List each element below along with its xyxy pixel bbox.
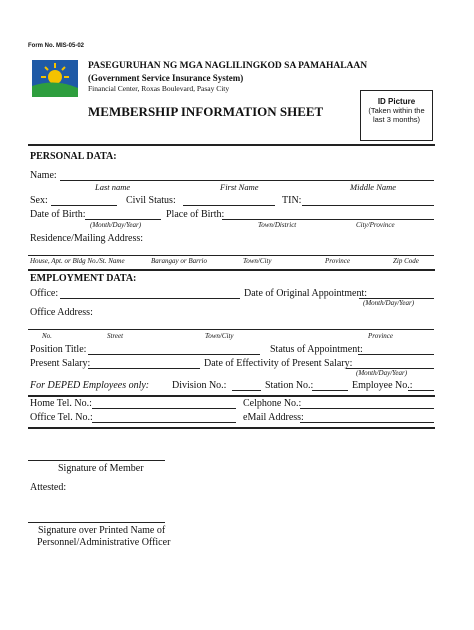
home-tel-label: Home Tel. No.: bbox=[30, 398, 92, 409]
id-picture-label: ID Picture bbox=[377, 97, 416, 106]
division-label: Division No.: bbox=[172, 380, 227, 391]
civil-status-field[interactable] bbox=[183, 205, 275, 206]
officer-signature-label-2: Personnel/Administrative Officer bbox=[37, 537, 171, 548]
residence-province-hint: Province bbox=[325, 257, 351, 265]
office-field[interactable] bbox=[60, 298, 240, 299]
sex-label: Sex: bbox=[30, 195, 48, 206]
gsis-logo bbox=[32, 60, 78, 97]
office-label: Office: bbox=[30, 288, 59, 299]
section-divider bbox=[28, 269, 435, 271]
middle-name-hint: Middle Name bbox=[350, 182, 397, 192]
status-label: Status of Appointment: bbox=[270, 344, 363, 355]
dob-hint: (Month/Day/Year) bbox=[90, 221, 142, 229]
position-label: Position Title: bbox=[30, 344, 87, 355]
agency-name: PASEGURUHAN NG MGA NAGLILINGKOD SA PAMAHALAAN bbox=[88, 61, 368, 71]
agency-english-name: (Government Service Insurance System) bbox=[88, 73, 244, 83]
officer-signature-line[interactable] bbox=[28, 522, 165, 523]
position-field[interactable] bbox=[88, 354, 260, 355]
id-picture-note-1: (Taken within the bbox=[368, 106, 425, 115]
id-picture-note-2: last 3 months) bbox=[372, 115, 421, 124]
deped-label: For DEPED Employees only: bbox=[30, 380, 150, 391]
salary-label: Present Salary: bbox=[30, 358, 91, 369]
office-address-field[interactable] bbox=[28, 329, 434, 330]
officer-signature-label-1: Signature over Printed Name of bbox=[38, 525, 166, 536]
email-label: eMail Address: bbox=[243, 412, 304, 423]
division-field[interactable] bbox=[232, 390, 261, 391]
form-number: Form No. MIS-05-02 bbox=[28, 43, 85, 49]
contact-divider bbox=[28, 395, 435, 397]
member-signature-label: Signature of Member bbox=[58, 463, 144, 474]
last-name-hint: Last name bbox=[95, 182, 131, 192]
civil-status-label: Civil Status: bbox=[126, 195, 176, 206]
tin-field[interactable] bbox=[302, 205, 434, 206]
dob-label: Date of Birth: bbox=[30, 209, 86, 220]
station-label: Station No.: bbox=[265, 380, 314, 391]
id-picture-box bbox=[360, 90, 433, 141]
employment-data-heading: EMPLOYMENT DATA: bbox=[30, 273, 137, 284]
home-tel-field[interactable] bbox=[92, 408, 236, 409]
cellphone-label: Celphone No.: bbox=[243, 398, 302, 409]
header-divider bbox=[28, 144, 435, 146]
name-field[interactable] bbox=[60, 180, 434, 181]
doa-hint: (Month/Day/Year) bbox=[363, 299, 415, 307]
effectivity-hint: (Month/Day/Year) bbox=[356, 369, 408, 377]
status-field[interactable] bbox=[358, 354, 434, 355]
residence-field[interactable] bbox=[28, 255, 434, 256]
residence-label: Residence/Mailing Address: bbox=[30, 233, 144, 244]
footer-divider bbox=[28, 427, 435, 429]
sex-field[interactable] bbox=[51, 205, 117, 206]
dob-field[interactable] bbox=[85, 219, 161, 220]
attested-label: Attested: bbox=[30, 482, 67, 493]
office-province-hint: Province bbox=[368, 332, 394, 340]
office-street-hint: Street bbox=[107, 332, 124, 340]
effectivity-label: Date of Effectivity of Present Salary: bbox=[204, 358, 353, 369]
salary-field[interactable] bbox=[88, 368, 200, 369]
page-title: MEMBERSHIP INFORMATION SHEET bbox=[88, 104, 324, 119]
tin-label: TIN: bbox=[282, 195, 302, 206]
office-tel-field[interactable] bbox=[92, 422, 236, 423]
station-field[interactable] bbox=[312, 390, 348, 391]
name-label: Name: bbox=[30, 170, 57, 181]
email-field[interactable] bbox=[300, 422, 434, 423]
personal-data-heading: PERSONAL DATA: bbox=[30, 151, 117, 162]
cellphone-field[interactable] bbox=[300, 408, 434, 409]
employee-no-field[interactable] bbox=[408, 390, 434, 391]
office-address-label: Office Address: bbox=[30, 307, 93, 318]
office-no-hint: No. bbox=[42, 332, 52, 340]
office-town-hint: Town/City bbox=[205, 332, 234, 340]
member-signature-line[interactable] bbox=[28, 460, 165, 461]
pob-city-hint: City/Province bbox=[356, 221, 395, 229]
pob-label: Place of Birth: bbox=[166, 209, 225, 220]
doa-label: Date of Original Appointment: bbox=[244, 288, 368, 299]
pob-field[interactable] bbox=[222, 219, 434, 220]
residence-town-hint: Town/City bbox=[243, 257, 272, 265]
office-tel-label: Office Tel. No.: bbox=[30, 412, 93, 423]
agency-address: Financial Center, Roxas Boulevard, Pasay City bbox=[88, 84, 230, 93]
pob-town-hint: Town/District bbox=[258, 221, 297, 229]
first-name-hint: First Name bbox=[220, 182, 259, 192]
employee-no-label: Employee No.: bbox=[352, 380, 413, 391]
house-hint: House, Apt. or Bldg No./St. Name bbox=[30, 257, 125, 265]
barangay-hint: Barangay or Barrio bbox=[151, 257, 207, 265]
zip-hint: Zip Code bbox=[393, 257, 419, 265]
